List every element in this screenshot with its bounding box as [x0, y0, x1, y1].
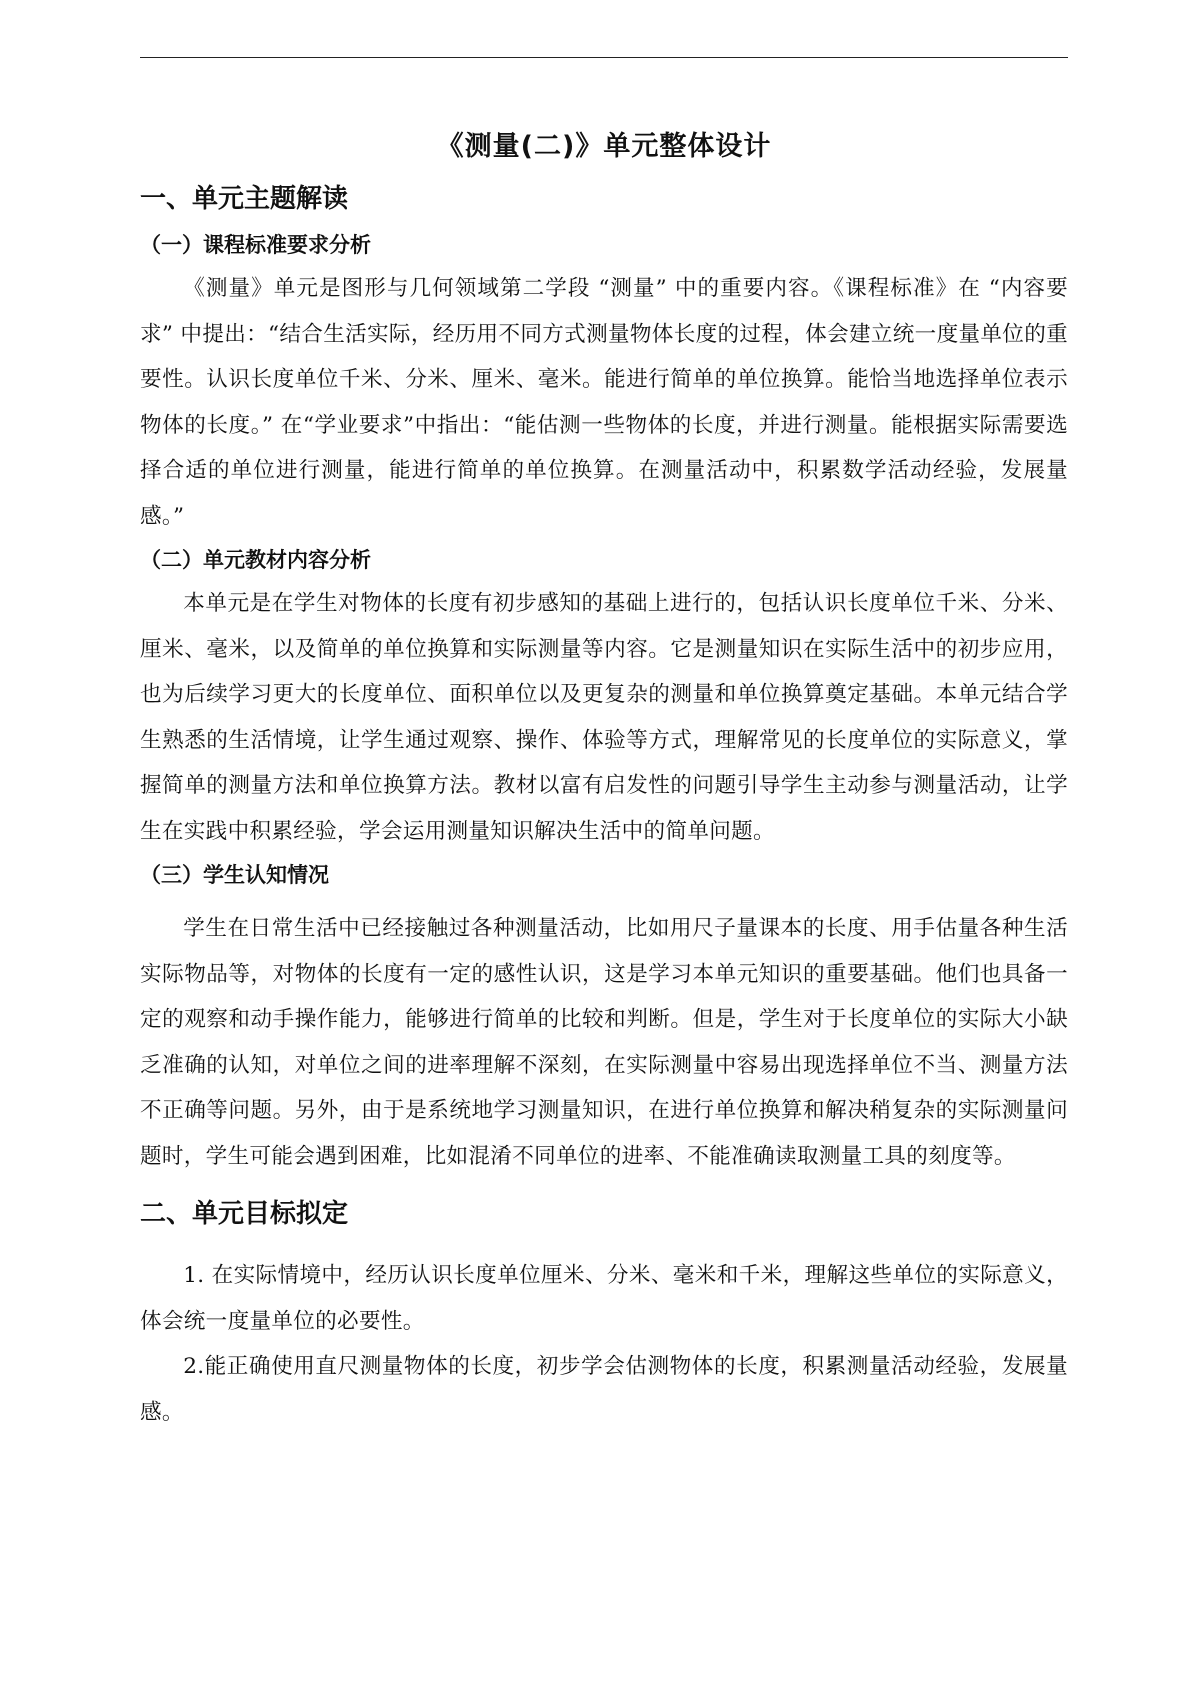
subsection-heading: （二）单元教材内容分析 — [140, 548, 371, 572]
paragraph: 学生在日常生活中已经接触过各种测量活动，比如用尺子量课本的长度、用手估量各种生活实际物品等，对物体的长度有一定的感性认识，这是学习本单元知识的重要基础。他们也具备一定的观察和动手操作能力，能够进行简单的比较和判断。但是，学生对于长度单位的实际大小缺乏准确的认知，对单位之间的进率理解不深刻，在实际测量中容易出现选择单位不当、测量方法不正确等问题。另外，由于是系统地学习测量知识，在进行单位换算和解决稍复杂的实际测量问题时，学生可能会遇到困难，比如混淆不同单位的进率、不能准确读取测量工具的刻度等。 — [140, 916, 1068, 1169]
section-heading: 二、单元目标拟定 — [140, 1199, 349, 1229]
objective-item: 2.能正确使用直尺测量物体的长度，初步学会估测物体的长度，积累测量活动经验，发展量感。 — [140, 1354, 1068, 1425]
objective-item: 1. 在实际情境中，经历认识长度单位厘米、分米、毫米和千米，理解这些单位的实际意义，体会统一度量单位的必要性。 — [140, 1263, 1068, 1334]
subsection-textbook-analysis — [140, 543, 1068, 854]
subsection-heading: （一）课程标准要求分析 — [140, 233, 371, 257]
document-page — [140, 120, 1068, 1435]
subsection-curriculum-standard — [140, 228, 1068, 539]
subsection-heading: （三）学生认知情况 — [140, 863, 329, 887]
document-title: 《测量(二)》单元整体设计 — [436, 131, 772, 162]
section-unit-objectives — [140, 1195, 1068, 1435]
section-heading: 一、单元主题解读 — [140, 184, 349, 214]
header-rule — [140, 57, 1068, 58]
section-unit-theme — [140, 180, 1068, 1179]
paragraph: 本单元是在学生对物体的长度有初步感知的基础上进行的，包括认识长度单位千米、分米、厘米、毫米，以及简单的单位换算和实际测量等内容。它是测量知识在实际生活中的初步应用，也为后续学习更大的长度单位、面积单位以及更复杂的测量和单位换算奠定基础。本单元结合学生熟悉的生活情境，让学生通过观察、操作、体验等方式，理解常见的长度单位的实际意义，掌握简单的测量方法和单位换算方法。教材以富有启发性的问题引导学生主动参与测量活动，让学生在实践中积累经验，学会运用测量知识解决生活中的简单问题。 — [140, 591, 1068, 844]
subsection-student-cognition — [140, 858, 1068, 1179]
paragraph: 《测量》单元是图形与几何领域第二学段 “测量” 中的重要内容。《课程标准》在 “内容要求” 中提出：“结合生活实际，经历用不同方式测量物体长度的过程，体会建立统一度量单位的重要性。认识长度单位千米、分米、厘米、毫米。能进行简单的单位换算。能恰当地选择单位表示物体的长度。” 在“学业要求”中指出：“能估测一些物体的长度，并进行测量。能根据实际需要选择合适的单位进行测量，能进行简单的单位换算。在测量活动中，积累数学活动经验，发展量感。” — [140, 276, 1068, 529]
